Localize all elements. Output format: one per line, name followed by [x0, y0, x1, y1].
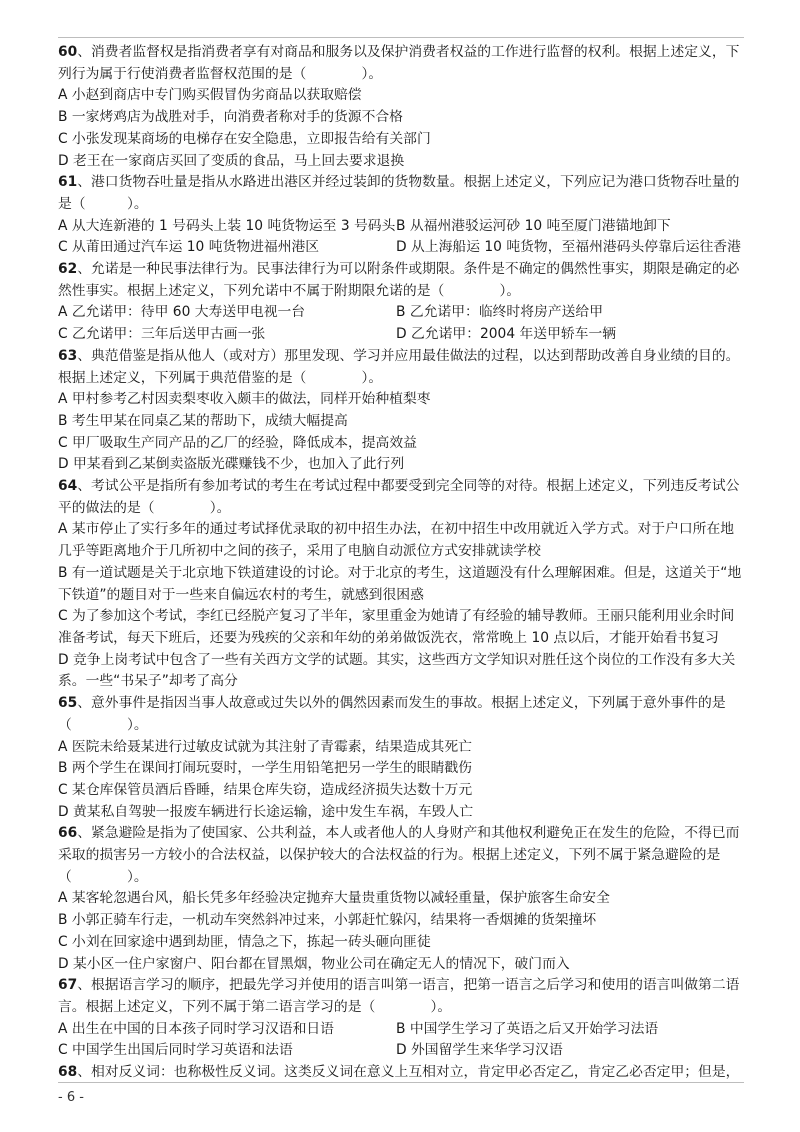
- option-row: [58, 324, 744, 346]
- option-a: A 某市停止了实行多年的通过考试择优录取的初中招生办法，在初中招生中改用就近入学方式。对于户口所在地几乎等距离地介于几所初中之间的孩子，采用了电脑自动派位方式安排就读学校: [58, 521, 735, 560]
- option-c: C 中国学生出国后同时学习英语和法语: [58, 1042, 293, 1059]
- option-c: C 乙允诺甲：三年后送甲古画一张: [58, 326, 266, 343]
- question-stem: 、典范借鉴是指从他人（或对方）那里发现、学习并应用最佳做法的过程，以达到帮助改善自身业绩的目的。根据上述定义，下列属于典范借鉴的是（ ）。: [58, 347, 740, 386]
- option-row: [58, 216, 744, 238]
- question-stem: 、根据语言学习的顺序，把最先学习并使用的语言叫第一语言，把第一语言之后学习和使用的语言叫做第二语言。根据上述定义，下列不属于第二语言学习的是（ ）。: [58, 977, 740, 1015]
- option-b: B 一家烤鸡店为战胜对手，向消费者称对手的货源不合格: [58, 109, 403, 126]
- option-d: D 外国留学生来华学习汉语: [396, 1042, 563, 1059]
- question-62: [58, 259, 744, 302]
- header-rule: [58, 37, 744, 38]
- question-number: 61: [58, 174, 78, 191]
- question-60: [58, 42, 744, 85]
- option-c: C 为了参加这个考试，李红已经脱产复习了半年，家里重金为她请了有经验的辅导教师。王丽只能利用业余时间准备考试，每天下班后，还要为残疾的父亲和年幼的弟弟做饭洗衣，常常晚上 10 点以后，才能开始看书复习: [58, 608, 735, 646]
- option-d: D 某小区一住户家窗户、阳台都在冒黑烟，物业公司在确定无人的情况下，破门而入: [58, 955, 570, 972]
- option-b: B 考生甲某在同桌乙某的帮助下，成绩大幅提高: [58, 412, 348, 429]
- question-stem: 、相对反义词：也称极性反义词。这类反义词在意义上互相对立，肯定甲必否定乙，肯定乙必否定甲；但是，: [77, 1064, 740, 1081]
- option-a: A 出生在中国的日本孩子同时学习汉语和日语: [58, 1020, 334, 1037]
- option-d: D 乙允诺甲：2004 年送甲轿车一辆: [396, 326, 617, 343]
- option-d: D 甲某看到乙某倒卖盗版光碟赚钱不少，也加入了此行列: [58, 456, 405, 473]
- option-d: D 老王在一家商店买回了变质的食品，马上回去要求退换: [58, 152, 405, 169]
- option-a: A 医院未给聂某进行过敏皮试就为其注射了青霉素，结果造成其死亡: [58, 738, 472, 755]
- option-b: B 中国学生学习了英语之后又开始学习法语: [396, 1020, 659, 1037]
- question-number: 65: [58, 695, 78, 712]
- question-66: [58, 823, 744, 888]
- question-number: 66: [58, 825, 78, 842]
- option-a: A 某客轮忽遇台风，船长凭多年经验决定抛弃大量贵重货物以减轻重量，保护旅客生命安全: [58, 890, 610, 907]
- option-d: D 从上海船运 10 吨货物，至福州港码头停靠后运往香港: [396, 239, 741, 256]
- option-row: [58, 1040, 744, 1062]
- option-c: C 甲厂吸取生产同产品的乙厂的经验，降低成本，提高效益: [58, 434, 417, 451]
- question-stem: 、允诺是一种民事法律行为。民事法律行为可以附条件或期限。条件是不确定的偶然性事实，期限是确定的必然性事实。根据上述定义，下列允诺中不属于附期限允诺的是（ ）。: [58, 261, 740, 299]
- option-a: A 小赵到商店中专门购买假冒伪劣商品以获取赔偿: [58, 87, 362, 104]
- footer-rule: [58, 1082, 744, 1083]
- question-68: [58, 1062, 744, 1084]
- option-b: B 两个学生在课间打闹玩耍时，一学生用铅笔把另一学生的眼睛戳伤: [58, 760, 472, 777]
- question-number: 68: [58, 1064, 78, 1081]
- option-d: D 黄某私自驾驶一报废车辆进行长途运输，途中发生车祸，车毁人亡: [58, 803, 474, 820]
- question-67: [58, 975, 744, 1018]
- option-b: B 有一道试题是关于北京地下铁道建设的讨论。对于北京的考生，这道题没有什么理解困难。但是，这道关于“地下铁道”的题目对于一些来自偏远农村的考生，就感到很困惑: [58, 564, 742, 603]
- option-row: [58, 302, 744, 324]
- question-stem: 、消费者监督权是指消费者享有对商品和服务以及保护消费者权益的工作进行监督的权利。根据上述定义，下列行为属于行使消费者监督权范围的是（ ）。: [58, 44, 740, 82]
- option-a: A 乙允诺甲：待甲 60 大寿送甲电视一台: [58, 304, 306, 321]
- document-body: [58, 42, 744, 1084]
- option-c: C 某仓库保管员酒后昏睡，结果仓库失窃，造成经济损失达数十万元: [58, 781, 473, 798]
- question-number: 64: [58, 478, 78, 495]
- option-a: A 从大连新港的 1 号码头上装 10 吨货物运至 3 号码头: [58, 217, 396, 234]
- question-64: [58, 476, 744, 519]
- option-c: C 小张发现某商场的电梯存在安全隐患，立即报告给有关部门: [58, 130, 431, 147]
- option-c: C 小刘在回家途中遇到劫匪，情急之下，拣起一砖头砸向匪徒: [58, 933, 431, 950]
- option-b: B 小郭正骑车行走，一机动车突然斜冲过来，小郭赶忙躲闪，结果将一香烟摊的货架撞坏: [58, 912, 597, 929]
- option-row: [58, 237, 744, 259]
- question-stem: 、考试公平是指所有参加考试的考生在考试过程中都要受到完全同等的对待。根据上述定义，下列违反考试公平的做法的是（ ）。: [58, 478, 740, 516]
- option-c: C 从莆田通过汽车运 10 吨货物进福州港区: [58, 239, 320, 256]
- option-b: B 乙允诺甲：临终时将房产送给甲: [396, 304, 604, 321]
- option-a: A 甲村参考乙村因卖梨枣收入颇丰的做法，同样开始种植梨枣: [58, 391, 431, 408]
- option-row: [58, 1019, 744, 1041]
- question-61: [58, 172, 744, 215]
- question-number: 62: [58, 261, 78, 278]
- question-stem: 、港口货物吞吐量是指从水路进出港区并经过装卸的货物数量。根据上述定义，下列应记为港口货物吞吐量的是（ ）。: [58, 174, 740, 212]
- question-number: 67: [58, 977, 78, 994]
- question-63: [58, 346, 744, 389]
- question-stem: 、紧急避险是指为了使国家、公共利益，本人或者他人的人身财产和其他权利避免正在发生的危险，不得已而采取的损害另一方较小的合法权益，以保护较大的合法权益的行为。根据上述定义，下列不属于紧急避险的是（ ）。: [58, 825, 740, 885]
- question-number: 63: [58, 347, 78, 364]
- option-d: D 竞争上岗考试中包含了一些有关西方文学的试题。其实，这些西方文学知识对胜任这个岗位的工作没有多大关系。一些“书呆子”却考了高分: [58, 651, 736, 690]
- option-b: B 从福州港驳运河砂 10 吨至厦门港锚地卸下: [396, 217, 671, 234]
- page-number: - 6 -: [58, 1090, 84, 1105]
- question-stem: 、意外事件是指因当事人故意或过失以外的偶然因素而发生的事故。根据上述定义，下列属于意外事件的是（ ）。: [58, 695, 726, 733]
- question-number: 60: [58, 44, 78, 60]
- question-65: [58, 693, 744, 736]
